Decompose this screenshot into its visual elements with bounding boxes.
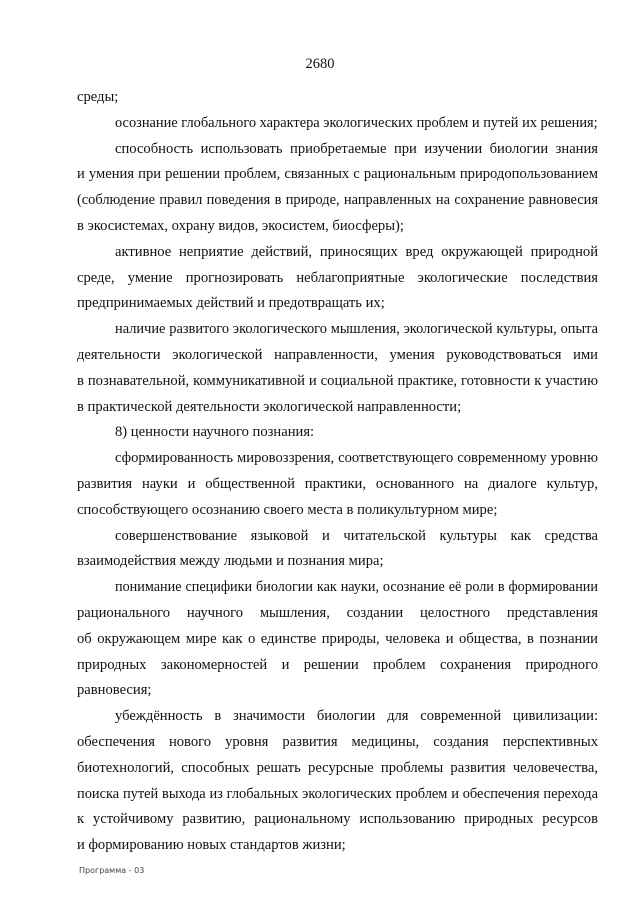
text-line: (соблюдение правил поведения в природе, направленных на сохранение равновесия — [77, 192, 598, 209]
text-line: и формированию новых стандартов жизни; — [77, 837, 346, 854]
text-line: среды; — [77, 89, 119, 105]
text-line: среде, умение прогнозировать неблагоприятные экологические последствия — [77, 269, 598, 286]
text-line: обеспечения нового уровня развития медицины, создания перспективных — [77, 733, 598, 750]
page-number: 2680 — [305, 56, 335, 72]
text-line: в экосистемах, охрану видов, экосистем, биосферы); — [77, 217, 404, 234]
text-line: совершенствование языковой и читательской культуры как средства — [115, 527, 598, 544]
text-line: равновесия; — [77, 682, 152, 699]
text-line: предпринимаемых действий и предотвращать их; — [77, 295, 385, 312]
text-line: убеждённость в значимости биологии для современной цивилизации: — [115, 708, 598, 725]
text-line: развития науки и общественной практики, основанного на диалоге культур, — [77, 475, 598, 492]
text-line: биотехнологий, способных решать ресурсные проблемы развития человечества, — [77, 759, 598, 776]
text-line: взаимодействия между людьми и познания мира; — [77, 553, 384, 570]
text-line: наличие развитого экологического мышления, экологической культуры, опыта — [115, 321, 598, 338]
text-line: деятельности экологической направленности, умения руководствоваться ими — [77, 346, 598, 363]
document-body — [77, 85, 598, 859]
text-line: 8) ценности научного познания: — [115, 424, 315, 441]
text-line: в практической деятельности экологической направленности; — [77, 398, 462, 415]
text-line: и умения при решении проблем, связанных с рациональным природопользованием — [77, 166, 598, 183]
page-footer: Программа - 03 — [79, 866, 145, 875]
text-line: способность использовать приобретаемые при изучении биологии знания — [115, 140, 598, 157]
text-line: к устойчивому развитию, рациональному использованию природных ресурсов — [77, 811, 598, 828]
text-line: активное неприятие действий, приносящих вред окружающей природной — [115, 243, 598, 260]
text-line: осознание глобального характера экологических проблем и путей их решения; — [115, 114, 598, 131]
text-line: об окружающем мире как о единстве природы, человека и общества, в познании — [77, 630, 598, 647]
text-line: способствующего осознанию своего места в поликультурном мире; — [77, 501, 498, 518]
text-line: природных закономерностей и решении проблем сохранения природного — [77, 656, 598, 673]
text-line: сформированность мировоззрения, соответствующего современному уровню — [115, 450, 598, 467]
text-line: поиска путей выхода из глобальных экологических проблем и обеспечения перехода — [77, 785, 598, 802]
text-line: понимание специфики биологии как науки, осознание её роли в формировании — [115, 579, 598, 596]
text-line: рационального научного мышления, создании целостного представления — [77, 604, 598, 621]
text-line: в познавательной, коммуникативной и социальной практике, готовности к участию — [77, 372, 598, 389]
